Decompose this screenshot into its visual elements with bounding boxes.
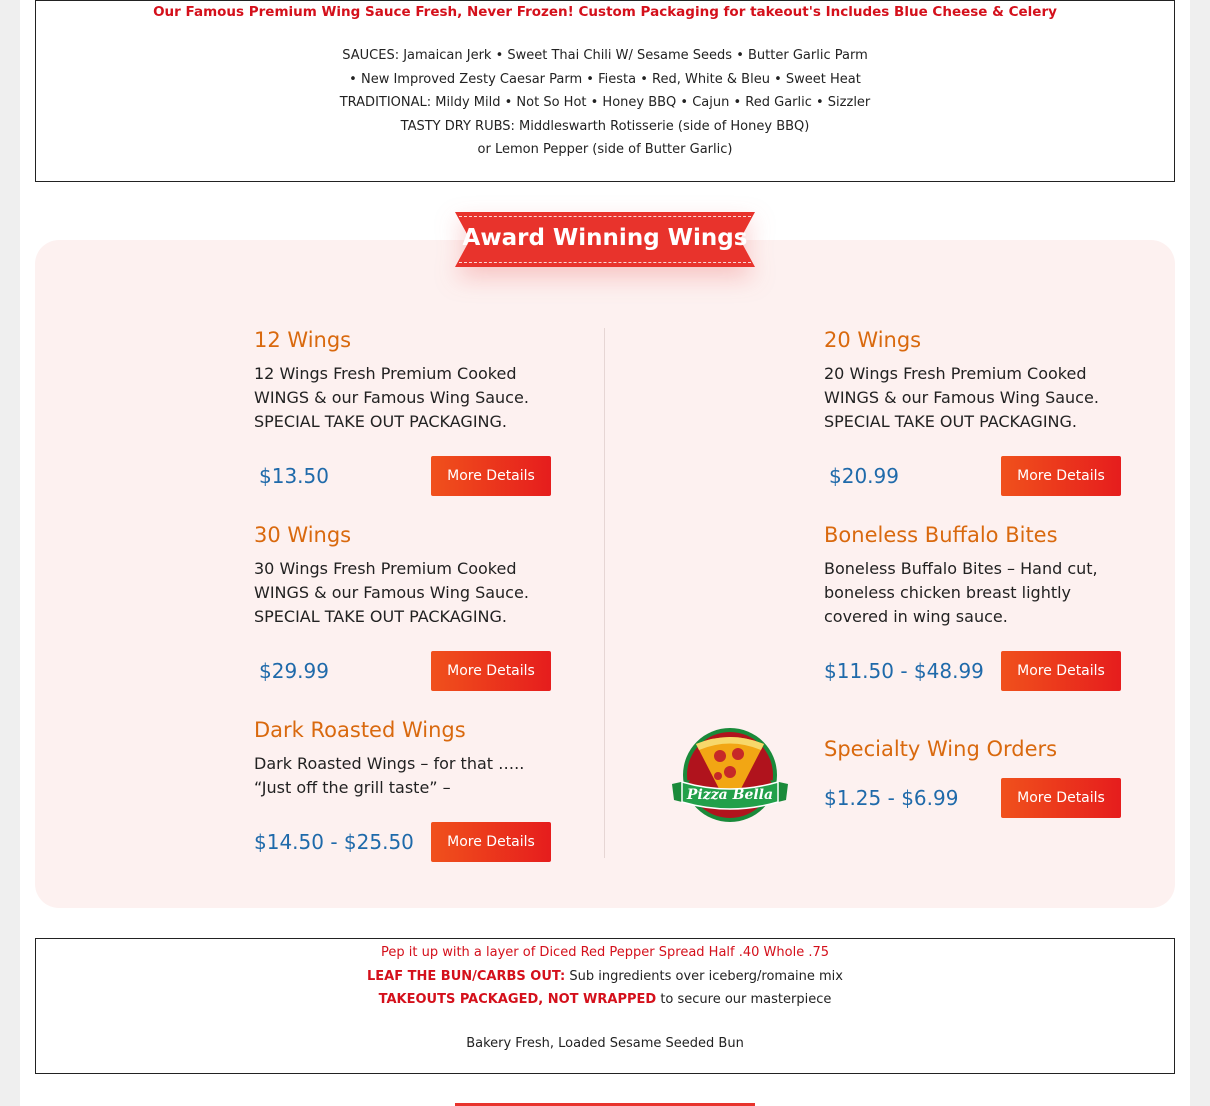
page-content	[20, 0, 1190, 1106]
menu-item	[254, 523, 554, 691]
takeout-line	[36, 988, 1174, 1012]
menu-item	[824, 737, 1124, 818]
pizza-slice-icon	[670, 726, 790, 826]
pizza-bella-logo	[670, 726, 790, 826]
menu-item-price: $14.50 - $25.50	[254, 830, 414, 854]
more-details-button[interactable]: More Details	[1001, 456, 1121, 496]
menu-item-title: Specialty Wing Orders	[824, 737, 1058, 761]
menu-item	[824, 523, 1124, 691]
sauce-info-box	[35, 0, 1175, 182]
section-ribbon	[455, 212, 755, 267]
menu-item-description: Dark Roasted Wings – for that ….. “Just off the grill taste” –	[254, 754, 525, 797]
carbs-text: Sub ingredients over iceberg/romaine mix	[565, 968, 843, 984]
sauce-line: SAUCES: Jamaican Jerk • Sweet Thai Chili W/ Sesame Seeds • Butter Garlic Parm	[342, 48, 868, 63]
menu-item-description: 12 Wings Fresh Premium Cooked WINGS & our Famous Wing Sauce. SPECIAL TAKE OUT PACKAGING.	[254, 364, 529, 431]
menu-item	[254, 718, 554, 862]
menu-item-description: Boneless Buffalo Bites – Hand cut, boneless chicken breast lightly covered in wing sauce.	[824, 559, 1098, 626]
menu-item	[824, 328, 1124, 496]
menu-item-title: Dark Roasted Wings	[254, 718, 466, 742]
more-details-button[interactable]: More Details	[1001, 778, 1121, 818]
pepper-line: Pep it up with a layer of Diced Red Pepper Spread Half .40 Whole .75	[380, 945, 830, 960]
sauce-line: TRADITIONAL: Mildy Mild • Not So Hot • Honey BBQ • Cajun • Red Garlic • Sizzler	[339, 95, 871, 110]
menu-item-title: 12 Wings	[254, 328, 352, 352]
menu-item-price: $20.99	[829, 464, 899, 488]
more-details-button[interactable]: More Details	[1001, 651, 1121, 691]
menu-item-price: $29.99	[259, 659, 329, 683]
menu-item-title: Boneless Buffalo Bites	[824, 523, 1058, 547]
more-details-button[interactable]: More Details	[431, 822, 551, 862]
more-details-button[interactable]: More Details	[431, 456, 551, 496]
menu-item-price: $13.50	[259, 464, 329, 488]
menu-item-title: 30 Wings	[254, 523, 352, 547]
sauce-headline: Our Famous Premium Wing Sauce Fresh, Never Frozen! Custom Packaging for takeout's Includes Blue Cheese & Celery	[153, 4, 1057, 20]
menu-item-description: 30 Wings Fresh Premium Cooked WINGS & our Famous Wing Sauce. SPECIAL TAKE OUT PACKAGING.	[254, 559, 529, 626]
menu-item-price: $1.25 - $6.99	[824, 786, 959, 810]
more-details-button[interactable]: More Details	[431, 651, 551, 691]
takeout-text: to secure our masterpiece	[656, 992, 832, 1007]
sauce-line: or Lemon Pepper (side of Butter Garlic)	[477, 142, 733, 157]
sauce-line: TASTY DRY RUBS: Middleswarth Rotisserie (side of Honey BBQ)	[400, 118, 810, 134]
column-divider	[604, 328, 605, 858]
menu-item-price: $11.50 - $48.99	[824, 659, 984, 683]
sauce-lines	[36, 44, 1174, 162]
section-title: Award Winning Wings	[462, 225, 748, 251]
logo-text: Pizza Bella	[686, 787, 774, 803]
toppings-info-box	[35, 938, 1175, 1074]
carbs-line	[36, 965, 1174, 989]
sauce-line: • New Improved Zesty Caesar Parm • Fiesta • Red, White & Bleu • Sweet Heat	[349, 71, 861, 87]
takeout-label: TAKEOUTS PACKAGED, NOT WRAPPED	[378, 992, 657, 1007]
bun-line: Bakery Fresh, Loaded Sesame Seeded Bun	[466, 1035, 744, 1051]
carbs-label: LEAF THE BUN/CARBS OUT:	[367, 968, 566, 984]
menu-item-title: 20 Wings	[824, 328, 922, 352]
menu-item-description: 20 Wings Fresh Premium Cooked WINGS & our Famous Wing Sauce. SPECIAL TAKE OUT PACKAGING.	[824, 364, 1099, 431]
menu-item	[254, 328, 554, 496]
